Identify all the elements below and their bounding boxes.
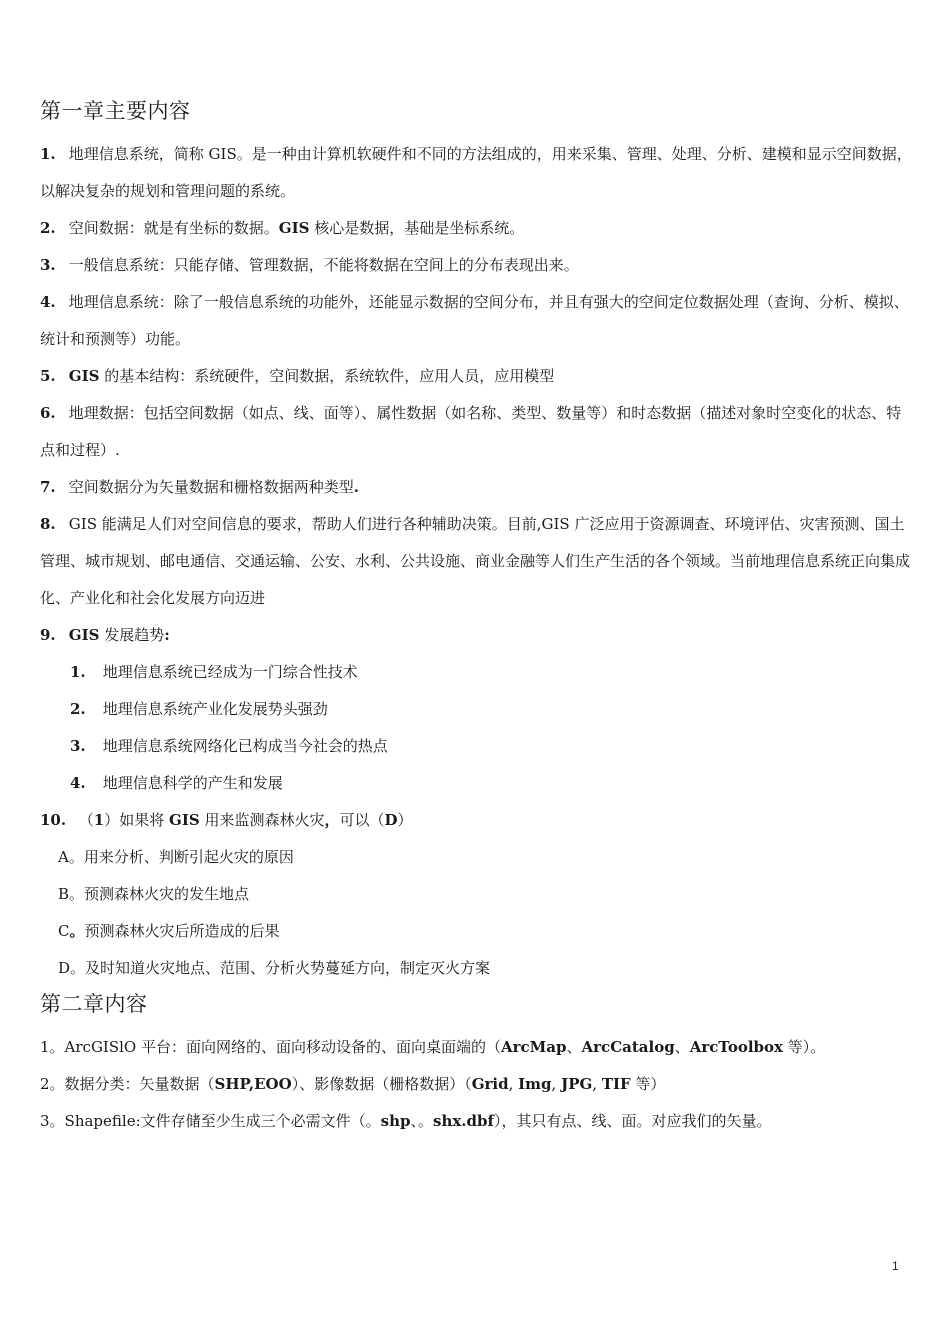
item-number: 3.: [40, 256, 56, 274]
item-5: [40, 358, 912, 395]
ch2-item-2: [40, 1066, 912, 1103]
option-sep: 。: [69, 922, 85, 940]
item-4: [40, 284, 912, 358]
item-number: 4.: [40, 293, 56, 311]
item-text: 一般信息系统：只能存储、管理数据，不能将数据在空间上的分布表现出来。: [68, 256, 579, 274]
item-text: 发展趋势: [99, 626, 165, 644]
item-text-bold: GIS: [68, 367, 100, 385]
item-9: [40, 617, 912, 654]
trend-item-4: [40, 765, 912, 802]
item-number: 5.: [40, 367, 56, 385]
trend-text: 地理信息科学的产生和发展: [102, 774, 283, 792]
option-label: A: [58, 848, 69, 866]
item-text: 空间数据分为矢量数据和栅格数据两种类型: [68, 478, 354, 496]
q10-text-bold: D: [384, 811, 398, 829]
q10-text: ）如果将: [104, 811, 170, 829]
trend-item-3: [40, 728, 912, 765]
ch2-text-bold: JPG: [561, 1075, 593, 1093]
item-text: 地理信息系统，简称 GIS。是一种由计算机软硬件和不同的方法组成的，用来采集、管理、处理、分析、建模和显示空间数据，以解决复杂的规划和管理问题的系统。: [40, 145, 912, 200]
trend-text: 地理信息系统已经成为一门综合性技术: [102, 663, 358, 681]
option-label: B: [58, 885, 70, 903]
ch2-text: 1。ArcGISlO 平台：面向网络的、面向移动设备的、面向桌面端的（: [40, 1038, 501, 1056]
trend-text: 地理信息系统网络化已构成当今社会的热点: [102, 737, 388, 755]
option-c: [40, 913, 912, 950]
item-number: 2.: [40, 219, 56, 237]
ch2-text-bold: Grid: [471, 1075, 509, 1093]
ch2-text: 、: [674, 1038, 690, 1056]
ch2-text: ,: [551, 1075, 562, 1093]
option-sep: 。: [68, 848, 84, 866]
ch2-text: ,: [508, 1075, 519, 1093]
q10-text: 可以（: [339, 811, 385, 829]
trend-number: 1.: [70, 663, 86, 681]
item-text-bold: GIS: [68, 626, 100, 644]
q10-text-bold: ，: [324, 811, 340, 829]
ch2-text: 、: [566, 1038, 582, 1056]
item-3: [40, 247, 912, 284]
trend-number: 4.: [70, 774, 86, 792]
ch2-text-bold: ArcCatalog: [581, 1038, 675, 1056]
option-text: 及时知道火灾地点、范围、分析火势蔓延方向，制定灭火方案: [85, 959, 491, 977]
item-2: [40, 210, 912, 247]
option-sep: 。: [69, 885, 85, 903]
item-text: 核心是数据，基础是坐标系统。: [309, 219, 525, 237]
option-text: 用来分析、判断引起火灾的原因: [83, 848, 294, 866]
chapter2-title: 第二章内容: [40, 992, 148, 1016]
item-number: 9.: [40, 626, 56, 644]
item-text: GIS 能满足人们对空间信息的要求，帮助人们进行各种辅助决策。目前,GIS 广泛应用于资源调查、环境评估、灾害预测、国土管理、城市规划、邮电通信、交通运输、公安、水利、公共设施、商业金融等人们生产生活的各个领域。当前地理信息系统正向集成化、产业化和社会化发展方向迈进: [40, 515, 911, 607]
item-8: [40, 506, 912, 617]
item-6: [40, 395, 912, 469]
ch2-text: ）、影像数据（栅格数据）（: [291, 1075, 472, 1093]
item-7: [40, 469, 912, 506]
ch2-text: 3。Shapefile:文件存储至少生成三个必需文件（。: [40, 1112, 381, 1130]
ch2-text: ,: [592, 1075, 602, 1093]
question-10: [40, 802, 912, 839]
ch2-text: 2。数据分类：矢量数据（: [40, 1075, 215, 1093]
trend-number: 3.: [70, 737, 86, 755]
option-text: 预测森林火灾的发生地点: [84, 885, 250, 903]
item-number: 6.: [40, 404, 56, 422]
option-a: [40, 839, 912, 876]
item-text: 地理数据：包括空间数据（如点、线、面等）、属性数据（如名称、类型、数量等）和时态数据（描述对象时空变化的状态、特点和过程）.: [40, 404, 902, 459]
ch2-text: 、。: [410, 1112, 433, 1130]
ch2-item-3: [40, 1103, 912, 1140]
document-content: [40, 96, 912, 1140]
item-text-bold: .: [353, 478, 360, 496]
trend-item-1: [40, 654, 912, 691]
q10-text-bold: GIS: [169, 811, 200, 829]
q10-text: ）: [397, 811, 413, 829]
item-number: 8.: [40, 515, 56, 533]
item-text: 的基本结构：系统硬件，空间数据，系统软件，应用人员，应用模型: [99, 367, 555, 385]
ch2-text-bold: shx.dbf: [433, 1112, 494, 1130]
option-b: [40, 876, 912, 913]
trend-item-2: [40, 691, 912, 728]
ch2-text-bold: SHP,EOO: [214, 1075, 292, 1093]
ch2-text: 等）: [630, 1075, 666, 1093]
ch2-item-1: [40, 1029, 912, 1066]
q10-text: （: [78, 811, 94, 829]
option-label: C: [58, 922, 70, 940]
item-number: 7.: [40, 478, 56, 496]
item-text-bold: GIS: [278, 219, 310, 237]
item-text-bold: :: [164, 626, 170, 644]
q10-text: 用来监测森林火灾: [199, 811, 325, 829]
chapter1-title: 第一章主要内容: [40, 99, 191, 123]
ch2-text-bold: Img: [518, 1075, 552, 1093]
trend-number: 2.: [70, 700, 86, 718]
item-text: 空间数据：就是有坐标的数据。: [68, 219, 279, 237]
item-number: 1.: [40, 145, 56, 163]
item-number: 10.: [40, 811, 67, 829]
option-label: D: [58, 959, 71, 977]
ch2-text: ），其只有点、线、面。对应我们的矢量。: [493, 1112, 772, 1130]
q10-text-bold: 1: [93, 811, 105, 829]
item-text: 地理信息系统：除了一般信息系统的功能外，还能显示数据的空间分布，并且有强大的空间定位数据处理（查询、分析、模拟、统计和预测等）功能。: [40, 293, 909, 348]
ch2-text-bold: ArcToolbox: [689, 1038, 783, 1056]
ch2-text-bold: shp: [380, 1112, 411, 1130]
ch2-text-bold: TIF: [601, 1075, 631, 1093]
option-d: [40, 950, 912, 987]
page-number: 1: [892, 1259, 899, 1273]
trend-text: 地理信息系统产业化发展势头强劲: [102, 700, 328, 718]
ch2-text: 等）。: [782, 1038, 826, 1056]
option-sep: 。: [70, 959, 86, 977]
ch2-text-bold: ArcMap: [501, 1038, 567, 1056]
option-text: 预测森林火灾后所造成的后果: [84, 922, 280, 940]
item-1: [40, 136, 912, 210]
